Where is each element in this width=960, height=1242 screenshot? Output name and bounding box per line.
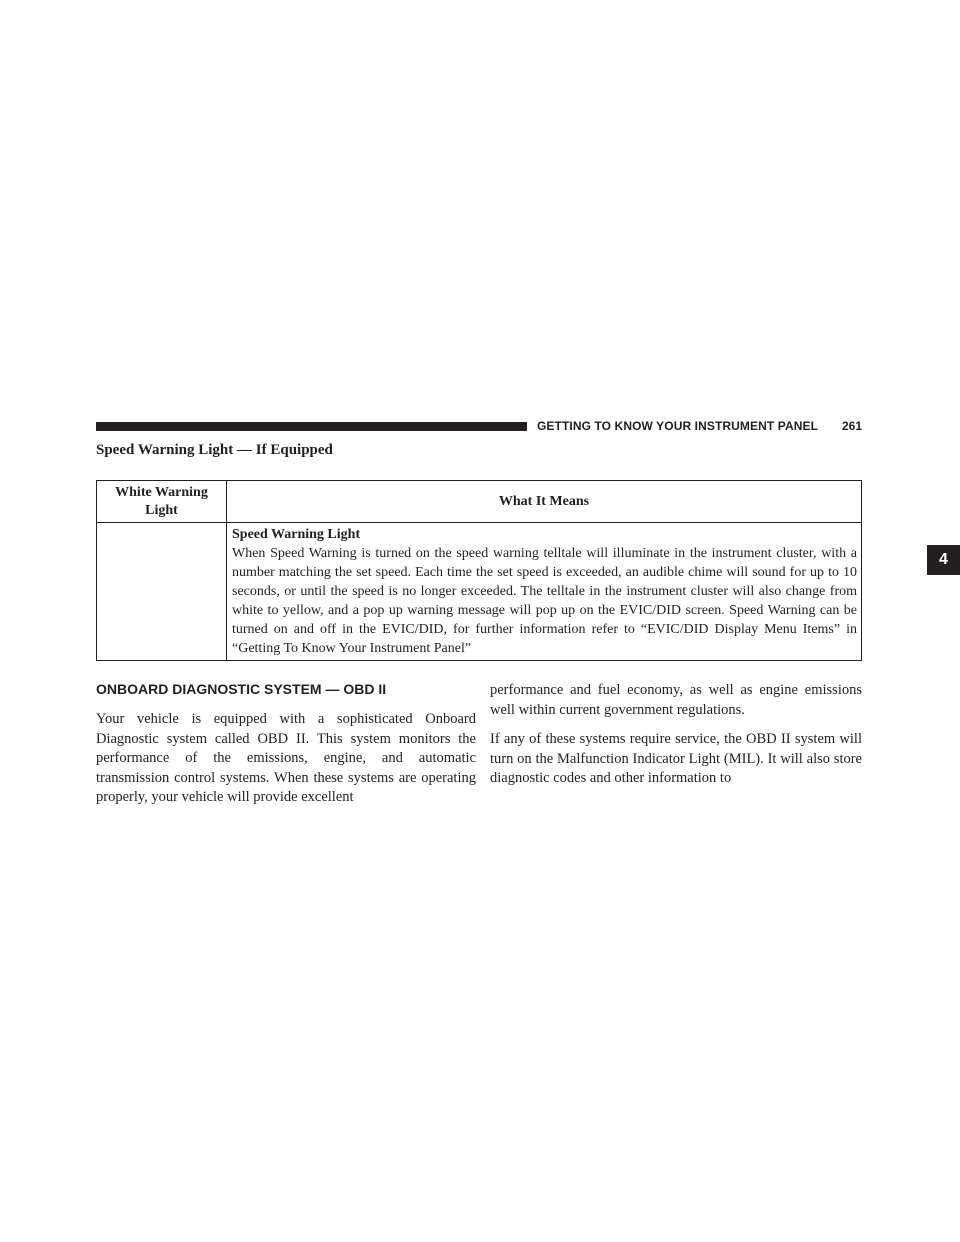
obd-heading: ONBOARD DIAGNOSTIC SYSTEM — OBD II <box>96 681 387 697</box>
meaning-text: When Speed Warning is turned on the speed warning telltale will illuminate in the instrument cluster, with a number matching the set speed. Each time the set speed is exceeded, an audible chime will sound for up to 10 seconds, or until the speed is no longer exceeded. The telltale in the instrument cluster will also change from white to yellow, and a pop up warning message will pop up on the EVIC/DID screen. Speed Warning can be turned on and off in the EVIC/DID, for further information refer to “EVIC/DID Display Menu Items” in “Getting To Know Your Instrument Panel” <box>232 546 857 656</box>
obd-paragraph-1: Your vehicle is equipped with a sophisticated Onboard Diagnostic system called OBD II. This system monitors the performance of the emissions, engine, and automatic transmission control systems. When these systems are operating properly, your vehicle will provide excellent <box>96 711 476 805</box>
table-row <box>97 523 862 661</box>
page-number: 261 <box>842 419 863 433</box>
column-header-light: White Warning Light <box>97 481 227 523</box>
obd-paragraph-3: If any of these systems require service, the OBD II system will turn on the Malfunction Indicator Light (MIL). It will also store diagnostic codes and other information to <box>490 731 862 786</box>
meaning-cell <box>227 523 862 661</box>
header-rule <box>96 422 527 431</box>
meaning-title: Speed Warning Light <box>232 527 361 542</box>
obd-right-column <box>490 681 862 789</box>
chapter-tab: 4 <box>927 545 960 575</box>
obd-paragraph-2: performance and fuel economy, as well as engine emissions well within current government regulations. <box>490 682 862 718</box>
speed-warning-heading: Speed Warning Light — If Equipped <box>96 442 333 458</box>
column-header-meaning: What It Means <box>227 481 862 523</box>
table-header-row <box>97 481 862 523</box>
warning-light-table <box>96 480 862 661</box>
running-header: GETTING TO KNOW YOUR INSTRUMENT PANEL <box>537 419 819 433</box>
light-cell <box>97 523 227 661</box>
